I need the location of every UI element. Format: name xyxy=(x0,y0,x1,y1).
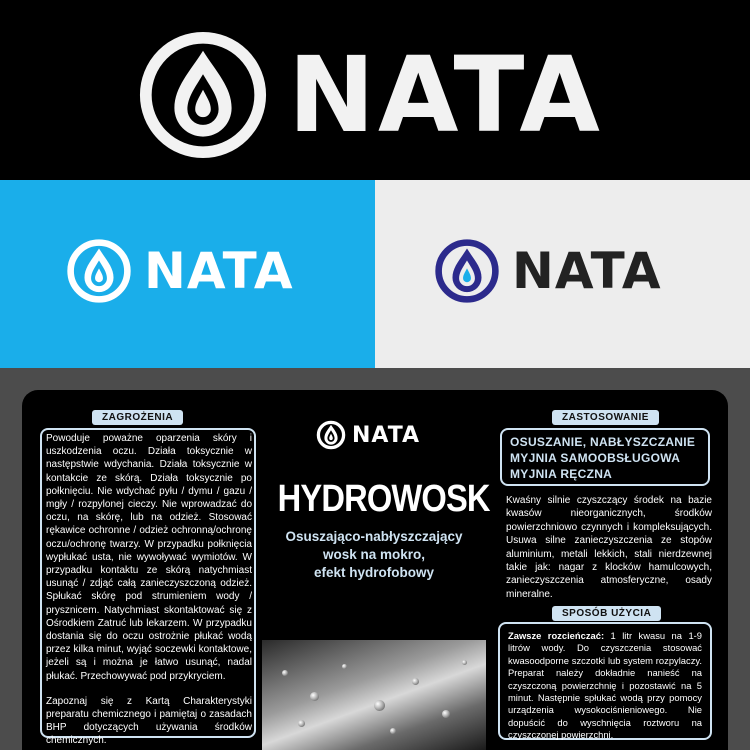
usage-line: MYJNIA SAMOOBSŁUGOWA xyxy=(510,451,681,465)
product-subtitle-line: efekt hydrofobowy xyxy=(313,565,434,580)
water-drop-logo-icon xyxy=(316,420,346,450)
product-subtitle xyxy=(262,528,486,582)
product-subtitle-line: wosk na mokro, xyxy=(322,547,426,562)
brand-wordmark: NATA xyxy=(512,242,662,300)
water-drop-logo-icon xyxy=(138,30,268,160)
label-logo xyxy=(316,420,420,450)
hazards-title: ZAGROŻENIA xyxy=(92,410,183,425)
water-drop-logo-icon xyxy=(434,238,500,304)
usage-highlights xyxy=(500,428,710,486)
usage-line: MYJNIA RĘCZNA xyxy=(510,467,613,481)
hazards-paragraph: Powoduje poważne oparzenia skóry i uszkodzenia oczu. Działa toksycznie w następstwie wdychania. Działa toksycznie w kontakcie ze skórą. Działa toksycznie po połknięciu. Nie wdychać pyłu / dymu / gazu / mgły / rozpylonej cieczy. Nie wprowadzać do oczu, na skórę, lub na odzież. Stosować rękawice ochronne / odzież ochronną/ochronę oczu/ochronę twarzy. W przypadku połknięcia wypłukać usta, nie wywoływać wymiotów. W przypadku kontaktu ze skórą natychmiast usunąć / zdjąć całą zanieczyszczoną odzież. Spłukać skórę pod strumieniem wody / prysznicem. Natychmiast skontaktować się z Ośrodkiem Zatruć lub lekarzem. W przypadku dostania się do oczu ostrożnie płukać wodą przez kilka minut, wyjąć soczewki kontaktowe, jeżeli są i można je łatwo usunąć, nadal płukać. Przechowywać pod przykryciem. xyxy=(46,433,252,682)
logo-on-blue xyxy=(66,238,294,304)
logo-large-dark xyxy=(138,30,603,160)
logo-on-light xyxy=(434,238,662,304)
product-label xyxy=(22,390,728,750)
how-to-use-panel xyxy=(498,622,712,740)
hazards-text xyxy=(46,432,252,748)
usage-line: OSUSZANIE, NABŁYSZCZANIE xyxy=(510,435,696,449)
how-to-use-title: SPOSÓB UŻYCIA xyxy=(552,606,661,621)
product-subtitle-line: Osuszająco-nabłyszczający xyxy=(285,529,463,544)
hazards-paragraph: Zapoznaj się z Kartą Charakterystyki preparatu chemicznego i pamiętaj o zasadach BHP dotyczących używania środków chemicznych. xyxy=(46,695,252,747)
how-to-use-body: 1 litr kwasu na 1-9 litrów wody. Do czyszczenia stosować kwasoodporne szczotki lub system rozpylaczy. Preparat należy dokładnie nanieść na czyszczoną powierzchnię i pozostawić na 5 minut. Następnie spłukać wodą przy pomocy urządzenia wysokociśnieniowego. Nie dopuścić do wyschnięcia roztworu na czyszczonej powierzchni. xyxy=(508,630,702,741)
brand-wordmark: NATA xyxy=(352,422,421,448)
usage-description: Kwaśny silnie czyszczący środek na bazie kwasów nieorganicznych, środków powierzchniowo czynnych i kompleksujących. Usuwa silne zanieczyszczenia ze stopów aluminium, metali lekkich, stali nierdzewnej takie jak: nagar z klocków hamulcowych, zanieczyszczenia atmosferyczne, osady mineralne. xyxy=(506,495,712,600)
usage-title: ZASTOSOWANIE xyxy=(552,410,659,425)
brand-wordmark: NATA xyxy=(288,34,603,156)
how-to-use-lead: Zawsze rozcieńczać: xyxy=(508,630,605,641)
water-drop-logo-icon xyxy=(66,238,132,304)
water-droplets-photo xyxy=(262,640,486,750)
product-name: HYDROWOSK xyxy=(277,478,490,520)
how-to-use-text xyxy=(508,630,702,742)
brand-wordmark: NATA xyxy=(144,242,294,300)
